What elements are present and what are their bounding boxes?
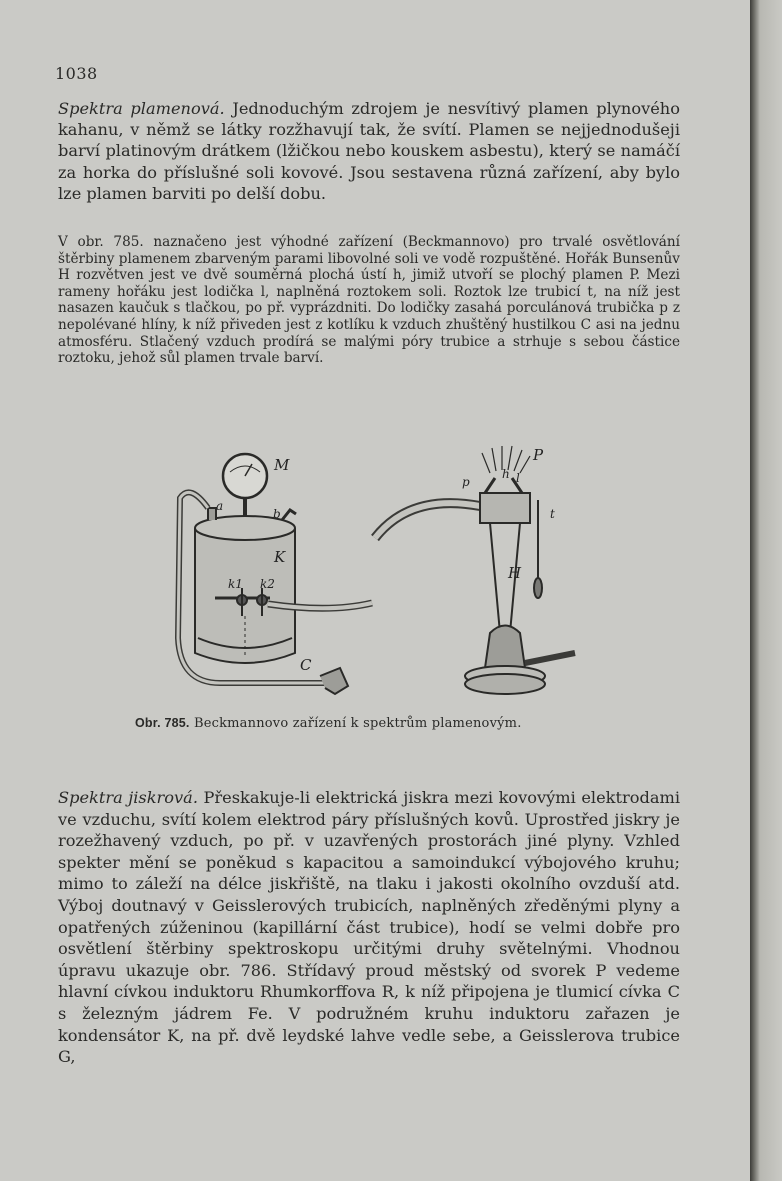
page-number: 1038 (55, 64, 98, 83)
label-H: H (508, 564, 522, 582)
paragraph-spark-spectra (58, 787, 680, 1068)
label-l: l (516, 471, 520, 485)
label-p: p (462, 475, 470, 489)
paragraph-body: Přeskakuje-li elektrická jiskra mezi kovovými elektrodami ve vzduchu, svítí kolem elektrod páry příslušných kovů. Uprostřed jiskry je rozežhavený vzduch, po př. v uzavřených prostorách jiné plyny. Vzhled spekter mění se poněkud s kapacitou a samoindukcí výbojového kruhu; mimo to záleží na délce jiskřiště, na tlaku i jakosti okolního ovzduší atd. Výboj doutnavý v Geisslerových trubicích, naplněných zředěnými plyny a opatřených zúženinou (kapillární část trubice), hodí se velmi dobře pro osvětlení štěrbiny spektroskopu určitými druhy světelnými. Vhodnou úpravu ukazuje obr. 786. Střídavý proud městský od svorek P vedeme hlavní cívkou induktoru Rhumkorffova R, k níž připojena je tlumicí cívka C s železným jádrem Fe. V podružném kruhu induktoru zařazen je kondensátor K, na př. dvě leydské lahve vedle sebe, a Geisslerova trubice G, (58, 788, 680, 1067)
label-b: b (273, 507, 281, 521)
label-t: t (550, 507, 555, 521)
label-a: a (216, 499, 224, 513)
figure-785 (150, 438, 590, 708)
caption-label: Obr. 785. (135, 716, 190, 730)
label-C: C (300, 656, 312, 674)
paragraph-flame-spectra (58, 98, 680, 204)
label-k1: k1 (228, 577, 243, 591)
label-h: h (502, 467, 510, 481)
caption-text: Beckmannovo zařízení k spektrům plamenovým. (193, 716, 522, 731)
label-P: P (533, 446, 544, 464)
label-k2: k2 (260, 577, 275, 591)
paragraph-body: Jednoduchým zdrojem je nesvítivý plamen plynového kahanu, v němž se látky rozžhavují tak, že svítí. Plamen se nejjednodušeji barví platinovým drátkem (lžičkou nebo kouskem asbestu), který se namáčí za horka do příslušné soli kovové. Jsou sestavena různá zařízení, aby bylo lze plamen barviti po delší dobu. (58, 99, 680, 203)
figure-caption (135, 716, 635, 731)
book-spine-edge (750, 0, 782, 1181)
paragraph-body: V obr. 785. naznačeno jest výhodné zařízení (Beckmannovo) pro trvalé osvětlování štěrbiny plamenem zbarveným parami libovolné soli ve vodě rozpuštěné. Hořák Bunsenův H rozvětven jest ve dvě souměrná plochá ústí h, jimiž utvoří se plochý plamen P. Mezi rameny hořáku jest lodička l, naplněná roztokem soli. Roztok lze trubicí t, na níž jest nasazen kaučuk s tlačkou, po př. vyprázdniti. Do lodičky zasahá porculánová trubička p z nepolévané hlíny, k níž přiveden jest z kotlíku k vzduch zhuštěný hustilkou C asi na jednu atmosféru. Stlačený vzduch prodírá se malými póry trubice a strhuje s sebou částice roztoku, jehož sůl plamen trvale barví. (58, 234, 680, 367)
paragraph-beckmann-description (58, 234, 680, 367)
label-K: K (274, 548, 286, 566)
left-apparatus (178, 454, 372, 694)
label-M: M (274, 456, 290, 474)
paragraph-lead: Spektra jiskrová. (58, 788, 198, 807)
beckmann-apparatus-illustration (150, 438, 590, 708)
paragraph-lead: Spektra plamenová. (58, 99, 225, 118)
right-apparatus (375, 446, 575, 694)
